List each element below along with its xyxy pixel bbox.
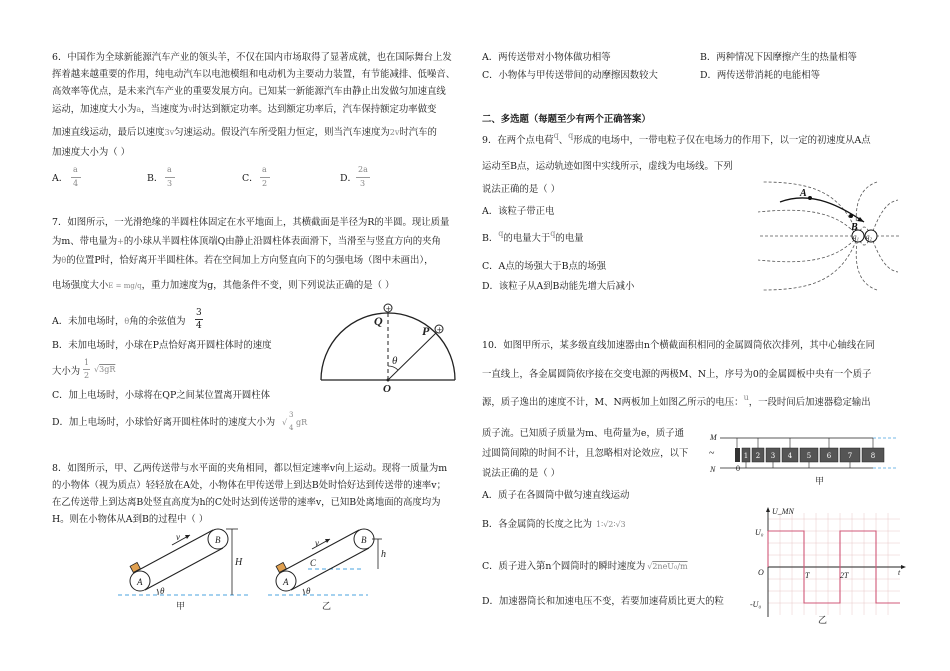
ball-top-plus: + [385, 305, 392, 313]
q8-belt-figure-jia [118, 527, 258, 617]
q9-field-figure [752, 172, 902, 302]
ball-p-plus: + [436, 326, 443, 334]
svg-text:q₁: q₁ [853, 233, 859, 241]
svg-text:H: H [235, 557, 243, 568]
svg-text:8: 8 [870, 452, 876, 460]
q7-option-c[interactable]: C．加上电场时，小球将在QP之间某位置离开圆柱体 [52, 390, 271, 401]
q9-option-a[interactable]: A．该粒子带正电 [482, 206, 555, 217]
svg-text:1: 1 [743, 452, 749, 460]
svg-text:v: v [315, 538, 319, 548]
svg-text:B: B [361, 535, 367, 545]
svg-text:A: A [137, 577, 143, 587]
q6-line2: 挥着越来越重要的作用，纯电动汽车以电池模组和电动机为主要动力装置，有节能减排、低噪音、 [52, 69, 456, 80]
q6-line6: 加速度大小为（ ） [52, 147, 130, 158]
fig-label-yi: 乙 [322, 602, 332, 612]
svg-text:B: B [851, 222, 858, 233]
svg-text:A: A [283, 577, 289, 587]
q6-sym-v: v [188, 105, 193, 114]
q8-line1: 8．如图所示，甲、乙两传送带与水平面的夹角相同，都以恒定速率v向上运动。现将一质量为m [52, 463, 448, 474]
q10-option-d[interactable]: D．加速器筒长和加速电压不变，若要加速荷质比更大的粒 [482, 596, 724, 607]
svg-text:6: 6 [826, 452, 832, 460]
svg-text:2: 2 [755, 452, 761, 460]
q9-option-d[interactable]: D．该粒子从A到B动能先增大后减小 [482, 281, 635, 292]
q10-option-a[interactable]: A．质子在各圆筒中做匀速直线运动 [482, 490, 630, 501]
q7-line2: 为m、带电量为+的小球从半圆柱体顶端Q由静止沿圆柱体表面滑下，当滑至与竖直方向的夹角 [52, 236, 441, 247]
q8-line2: 的小物体（视为质点）轻轻放在A处，小物体在甲传送带上到达B处时恰好达到传送带的速率v； [52, 480, 446, 491]
q7-semicircle-figure [318, 296, 458, 395]
svg-text:U_MN: U_MN [772, 507, 794, 516]
q10-voltage-chart [750, 505, 910, 625]
q6-sym-a: a [136, 105, 142, 114]
q10-line4: 质子流。已知质子质量为m、电荷量为e，质子通 [482, 428, 684, 439]
svg-text:~: ~ [709, 448, 715, 459]
q6-line1: 6．中国作为全球新能源汽车产业的领头羊，不仅在国内市场取得了显著成就，也在国际舞台上发 [52, 52, 452, 63]
svg-text:3: 3 [770, 452, 776, 460]
svg-text:T: T [805, 571, 810, 580]
svg-text:N: N [710, 465, 716, 474]
svg-text:2T: 2T [840, 571, 849, 580]
svg-text:-U₀: -U₀ [750, 600, 762, 609]
q10-line5: 过圆筒间隙的时间不计，且忽略相对论效应，以下 [482, 448, 689, 459]
svg-text:v: v [176, 532, 180, 542]
q7-line1: 7．如图所示，一光滑绝缘的半圆柱体固定在水平地面上，其横截面是半径为R的半圆。现让质量 [52, 217, 450, 228]
q8-option-c[interactable]: C．小物体与甲传送带间的动摩擦因数较大 [482, 70, 658, 81]
svg-text:θ: θ [160, 586, 165, 596]
svg-text:C: C [310, 558, 317, 568]
q8-line4: H。则在小物体从A到B的过程中（ ） [52, 514, 209, 525]
svg-text:q₂: q₂ [866, 233, 872, 241]
label-Q: Q [374, 314, 383, 328]
q7-line3: 为θ的位置P时，恰好离开半圆柱体。若在空间加上方向竖直向下的匀强电场（图中未画出）， [52, 255, 434, 266]
q9-line1: 9．在两个点电荷q、q形成的电场中，一带电粒子仅在电场力的作用下，以一定的初速度从A点 [482, 131, 871, 146]
q8-option-a[interactable]: A．两传送带对小物体做功相等 [482, 52, 611, 63]
q6-sym-2v: 2v [389, 128, 400, 137]
svg-text:乙: 乙 [818, 616, 828, 626]
q10-line2: 一直线上，各金属圆筒依序接在交变电源的两极M、N上，序号为0的金属圆板中央有一个质子 [482, 369, 872, 380]
q10-option-c[interactable]: C．质子进入第n个圆筒时的瞬时速度为 √2neU₀/m [482, 561, 688, 572]
label-O: O [383, 383, 391, 395]
svg-text:5: 5 [806, 452, 812, 460]
svg-text:O: O [758, 568, 764, 577]
svg-text:B: B [215, 535, 221, 545]
q8-belt-figure-yi [268, 527, 408, 617]
q10-option-b[interactable]: B．各金属筒的长度之比为 1∶√2∶√3 [482, 519, 626, 530]
fig-label-jia: 甲 [176, 602, 186, 612]
q6-line5: 加速直线运动，最后以速度3v匀速运动。假设汽车所受阻力恒定，则当汽车速度为2v时汽车的 [52, 127, 437, 138]
tube-plate-0 [735, 448, 740, 462]
q6-line3: 高效率等优点，是未来汽车产业的重要发展方向。已知某一新能源汽车由静止出发做匀加速直线 [52, 86, 446, 97]
q10-accelerator-figure [708, 430, 908, 485]
q10-line3: 源，质子逸出的速度不计，M、N两板加上如图乙所示的电压：u，一段时间后加速器稳定输出 [482, 393, 871, 408]
section-heading-multi: 二、多选题（每题至少有两个正确答案） [482, 114, 651, 125]
svg-text:θ: θ [306, 586, 311, 596]
svg-text:7: 7 [847, 452, 853, 460]
q6-line4: 运动，加速度大小为a，当速度为v时达到额定功率。达到额定功率后，汽车保持额定功率做变 [52, 104, 437, 115]
q10-line1: 10．如图甲所示，某多级直线加速器由n个横截面积相同的金属圆筒依次排列，其中心轴线在同 [482, 340, 875, 351]
q9-line2: 运动至B点，运动轨迹如图中实线所示，虚线为电场线。下列 [482, 161, 733, 172]
svg-text:甲: 甲 [815, 477, 825, 487]
q10-line6: 说法正确的是（ ） [482, 468, 560, 479]
center-dot [387, 379, 390, 382]
q8-option-d[interactable]: D．两传送带消耗的电能相等 [700, 70, 821, 81]
q9-line3: 说法正确的是（ ） [482, 184, 560, 195]
svg-text:0: 0 [735, 465, 741, 473]
label-P: P [422, 324, 430, 338]
svg-text:A: A [800, 188, 807, 199]
q9-option-b[interactable]: B．q的电量大于q的电量 [482, 229, 584, 244]
q9-option-c[interactable]: C．A点的场强大于B点的场强 [482, 261, 606, 272]
svg-text:U₀: U₀ [755, 528, 764, 537]
label-theta: θ [392, 355, 398, 367]
svg-text:4: 4 [787, 452, 793, 460]
svg-text:t: t [898, 568, 901, 577]
svg-text:M: M [710, 433, 717, 442]
q6-sym-3v: 3v [164, 128, 175, 137]
q8-option-b[interactable]: B．两种情况下因摩擦产生的热量相等 [700, 52, 857, 63]
q7-line4: 电场强度大小E = mg/q，重力加速度为g，其他条件不变，则下列说法正确的是（ ） [52, 280, 395, 291]
svg-text:h: h [381, 549, 386, 560]
q8-line3: 在乙传送带上到达离B处竖直高度为h的C处时达到传送带的速率v，已知B处离地面的高度均为 [52, 497, 441, 508]
